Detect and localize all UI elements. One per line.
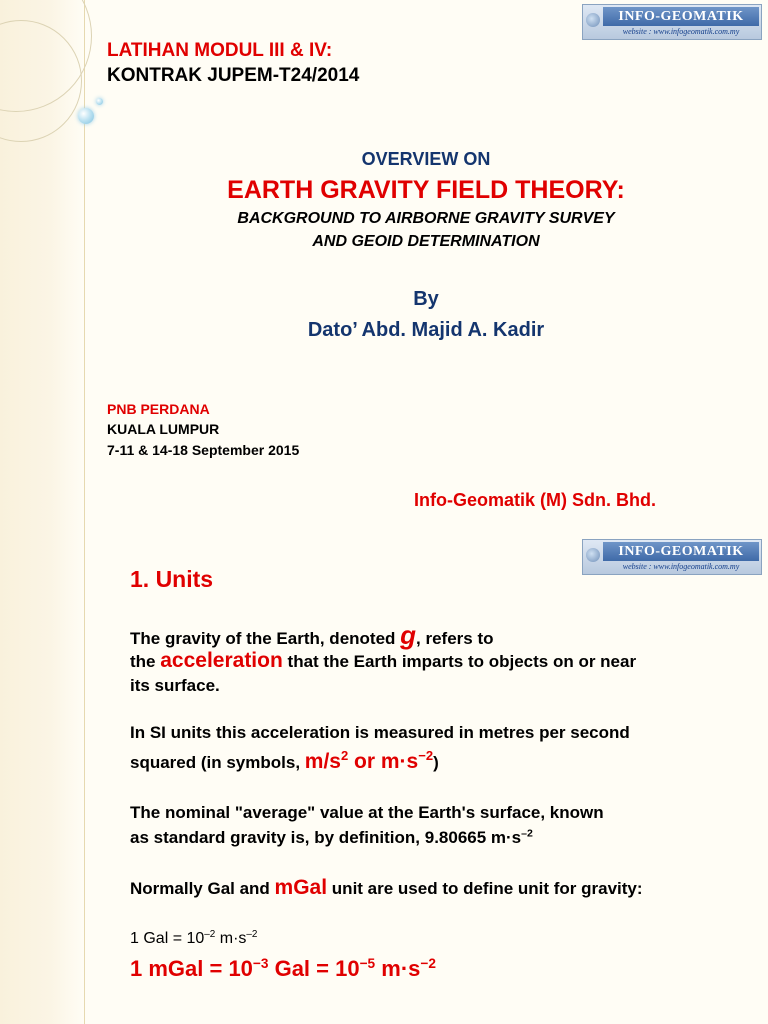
sidebar-divider	[84, 0, 85, 512]
overview-label: OVERVIEW ON	[361, 149, 491, 169]
company-logo	[582, 539, 762, 575]
bubble-decoration	[96, 98, 103, 105]
paragraph-4	[130, 876, 643, 900]
paragraph-1-line1	[130, 620, 494, 651]
globe-icon	[586, 548, 600, 562]
si-unit-symbol	[305, 750, 433, 773]
paragraph-3-line2	[130, 828, 533, 848]
gravity-symbol: g	[400, 620, 417, 650]
text-span: the	[130, 652, 161, 671]
acceleration-term: acceleration	[160, 649, 283, 672]
mgal-definition	[130, 956, 436, 982]
globe-icon	[586, 13, 600, 27]
mgal-term: mGal	[274, 876, 328, 899]
text-span: 1 mGal = 10	[130, 956, 253, 981]
by-label: By	[413, 288, 439, 310]
text-span: )	[433, 753, 439, 772]
units-slide	[0, 512, 768, 1024]
text-span: unit are used to define unit for gravity:	[327, 879, 643, 898]
paragraph-3-line1: The nominal "average" value at the Earth's surface, known	[130, 803, 604, 822]
contract-number: KONTRAK JUPEM-T24/2014	[107, 65, 360, 86]
text-span: The gravity of the Earth, denoted	[130, 629, 401, 648]
text-span: as standard gravity is, by definition, 9.80665 m·s	[130, 828, 522, 847]
text-span: 1 Gal = 10	[130, 930, 205, 947]
superscript: −3	[252, 955, 269, 971]
superscript: –2	[204, 929, 216, 941]
bubble-decoration	[78, 108, 94, 124]
superscript: 2	[340, 748, 349, 764]
text-span: that the Earth imparts to objects on or near	[282, 652, 637, 671]
section-heading: 1. Units	[130, 566, 214, 592]
superscript: −5	[359, 955, 376, 971]
logo-website: website : www.infogeomatik.com.my	[622, 562, 740, 571]
text-span: or m·s	[348, 750, 419, 773]
text-span: squared (in symbols,	[130, 753, 305, 772]
text-span: , refers to	[416, 629, 494, 648]
venue-name: PNB PERDANA	[107, 401, 210, 417]
text-span: m·s	[215, 930, 247, 947]
main-title: EARTH GRAVITY FIELD THEORY:	[227, 176, 625, 204]
gal-definition	[130, 930, 257, 948]
logo-name: INFO-GEOMATIK	[603, 7, 759, 26]
paragraph-2-line1: In SI units this acceleration is measured in metres per second	[130, 723, 630, 742]
text-span: Normally Gal and	[130, 879, 275, 898]
logo-website: website : www.infogeomatik.com.my	[622, 27, 740, 36]
superscript: −2	[418, 748, 434, 764]
course-title: LATIHAN MODUL III & IV:	[107, 40, 333, 61]
event-dates: 7-11 & 14-18 September 2015	[107, 442, 300, 458]
superscript: –2	[246, 929, 258, 941]
superscript: –2	[521, 827, 533, 840]
venue-city: KUALA LUMPUR	[107, 421, 220, 437]
sidebar-decoration	[0, 512, 84, 1024]
superscript: −2	[420, 955, 436, 971]
author-name: Dato’ Abd. Majid A. Kadir	[307, 319, 545, 341]
subtitle-line1: BACKGROUND TO AIRBORNE GRAVITY SURVEY	[237, 210, 615, 227]
subtitle-line2: AND GEOID DETERMINATION	[312, 233, 540, 250]
paragraph-1-line3: its surface.	[130, 676, 220, 695]
company-logo	[582, 4, 762, 40]
company-name: Info-Geomatik (M) Sdn. Bhd.	[414, 490, 656, 510]
text-span: m·s	[375, 956, 421, 981]
text-span: m/s	[304, 750, 341, 773]
sidebar-divider	[84, 512, 85, 1024]
paragraph-1-line2	[130, 649, 636, 673]
logo-name: INFO-GEOMATIK	[603, 542, 759, 561]
paragraph-2-line2	[130, 750, 439, 774]
text-span: Gal = 10	[268, 956, 360, 981]
